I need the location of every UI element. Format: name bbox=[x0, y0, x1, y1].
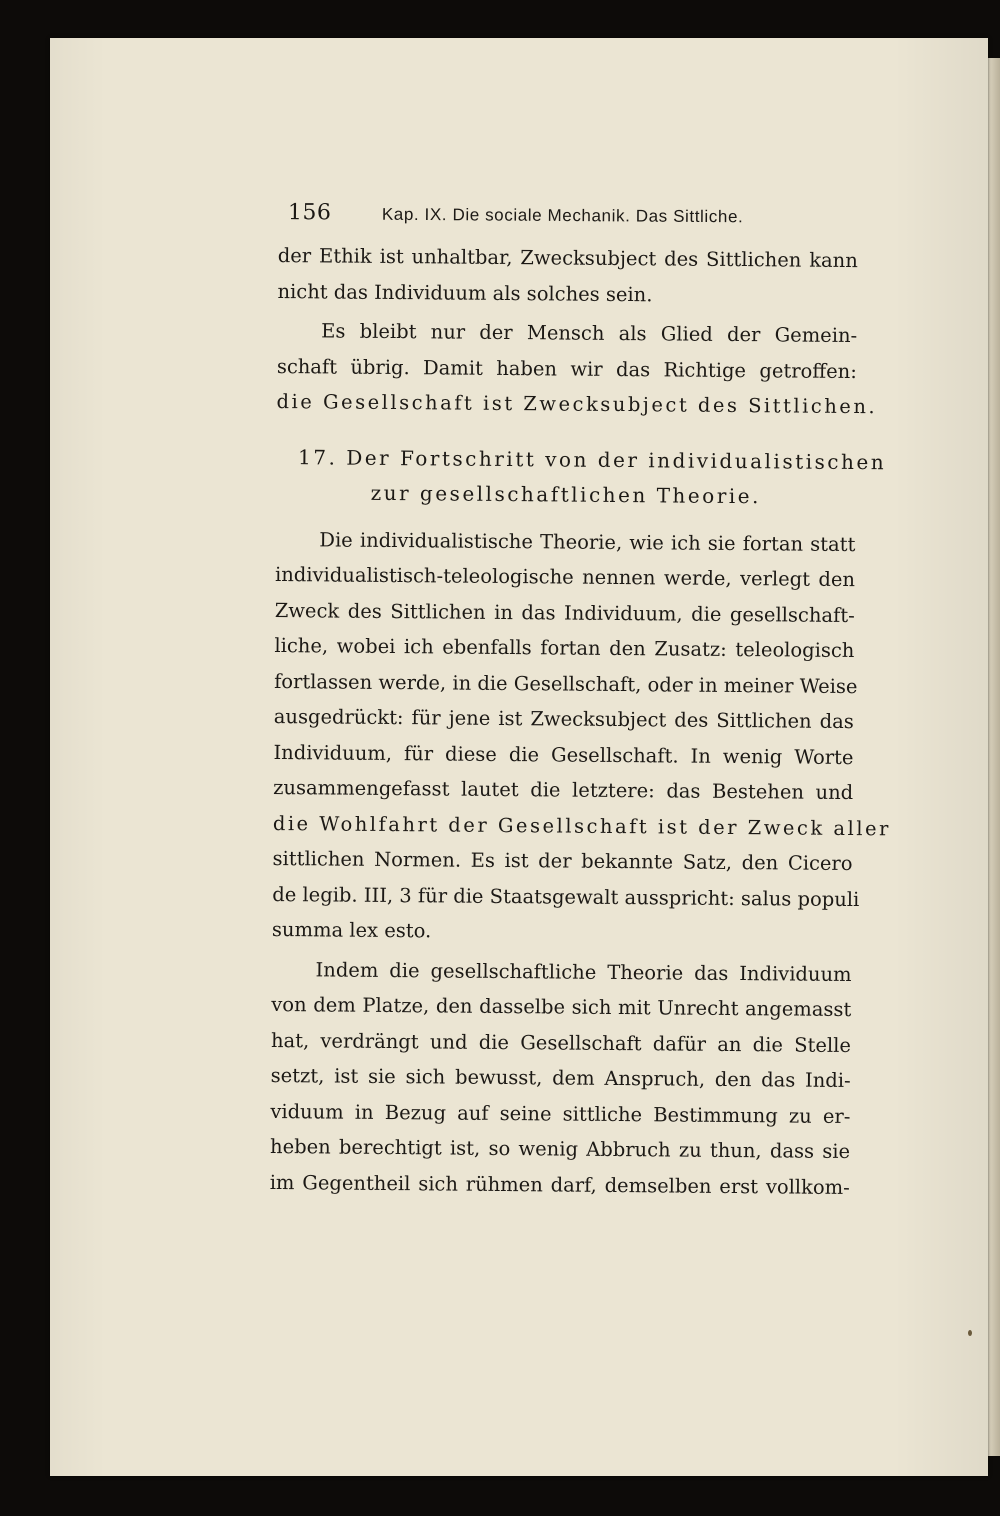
text-line: ausgedrückt: für jene ist Zwecksubject des Sittlichen das bbox=[273, 704, 854, 734]
text-line: schaft übrig. Damit haben wir das Richtige getroffen: bbox=[276, 354, 857, 383]
page-content bbox=[269, 198, 891, 1200]
text-line: liche, wobei ich ebenfalls fortan den Zusatz: teleologisch bbox=[274, 633, 855, 663]
text-line: zusammengefasst lautet die letztere: das Bestehen und bbox=[273, 775, 854, 805]
text-line: individualistisch-teleologische nennen werde, verlegt den bbox=[274, 562, 856, 592]
body-text bbox=[269, 238, 891, 1205]
text-line: fortlassen werde, in die Gesellschaft, oder in meiner Weise bbox=[274, 669, 858, 698]
running-title: Kap. IX. Die sociale Mechanik. Das Sittliche. bbox=[381, 204, 744, 227]
text-line: die Wohlfahrt der Gesellschaft ist der Zweck aller bbox=[272, 811, 891, 840]
heading-line: zur gesellschaftlichen Theorie. bbox=[370, 480, 762, 508]
text-line: heben berechtigt ist, so wenig Abbruch zu thun, dass sie bbox=[269, 1134, 851, 1164]
text-line: Es bleibt nur der Mensch als Glied der Gemein- bbox=[321, 319, 858, 348]
text-line: Individuum, für diese die Gesellschaft. In wenig Worte bbox=[273, 740, 854, 769]
text-line: nicht das Individuum als solches sein. bbox=[277, 279, 653, 306]
text-line: im Gegentheil sich rühmen darf, demselben erst vollkom- bbox=[269, 1170, 850, 1199]
text-line: de legib. III, 3 für die Staatsgewalt ausspricht: salus populi bbox=[272, 882, 860, 911]
text-line: der Ethik ist unhaltbar, Zwecksubject des Sittlichen kann bbox=[277, 243, 858, 273]
running-head bbox=[278, 198, 858, 242]
paragraph-3 bbox=[271, 521, 891, 952]
paragraph-1 bbox=[277, 238, 858, 314]
paper-speck bbox=[968, 1330, 972, 1336]
text-line: Zweck des Sittlichen in das Individuum, die gesellschaft- bbox=[274, 598, 855, 627]
page-number: 156 bbox=[287, 200, 332, 226]
text-line: viduum in Bezug auf seine sittliche Bestimmung zu er- bbox=[270, 1099, 851, 1128]
paragraph-2 bbox=[276, 313, 878, 425]
paragraph-4 bbox=[270, 951, 852, 1205]
section-heading bbox=[276, 439, 887, 514]
text-line: setzt, ist sie sich bewusst, dem Anspruch, den das Indi- bbox=[270, 1063, 851, 1093]
text-line: hat, verdrängt und die Gesellschaft dafür an die Stelle bbox=[270, 1028, 852, 1057]
text-line: Indem die gesellschaftliche Theorie das Individuum bbox=[315, 957, 852, 986]
text-line: die Gesellschaft ist Zwecksubject des Sittlichen. bbox=[276, 389, 878, 419]
heading-line: 17. Der Fortschritt von der individualistischen bbox=[297, 444, 887, 474]
text-line: von dem Platze, den dasselbe sich mit Unrecht angemasst bbox=[271, 992, 852, 1022]
text-line: summa lex esto. bbox=[271, 917, 432, 943]
text-line: sittlichen Normen. Es ist der bekannte Satz, den Cicero bbox=[272, 846, 853, 876]
text-line: Die individualistische Theorie, wie ich sie fortan statt bbox=[319, 527, 856, 556]
